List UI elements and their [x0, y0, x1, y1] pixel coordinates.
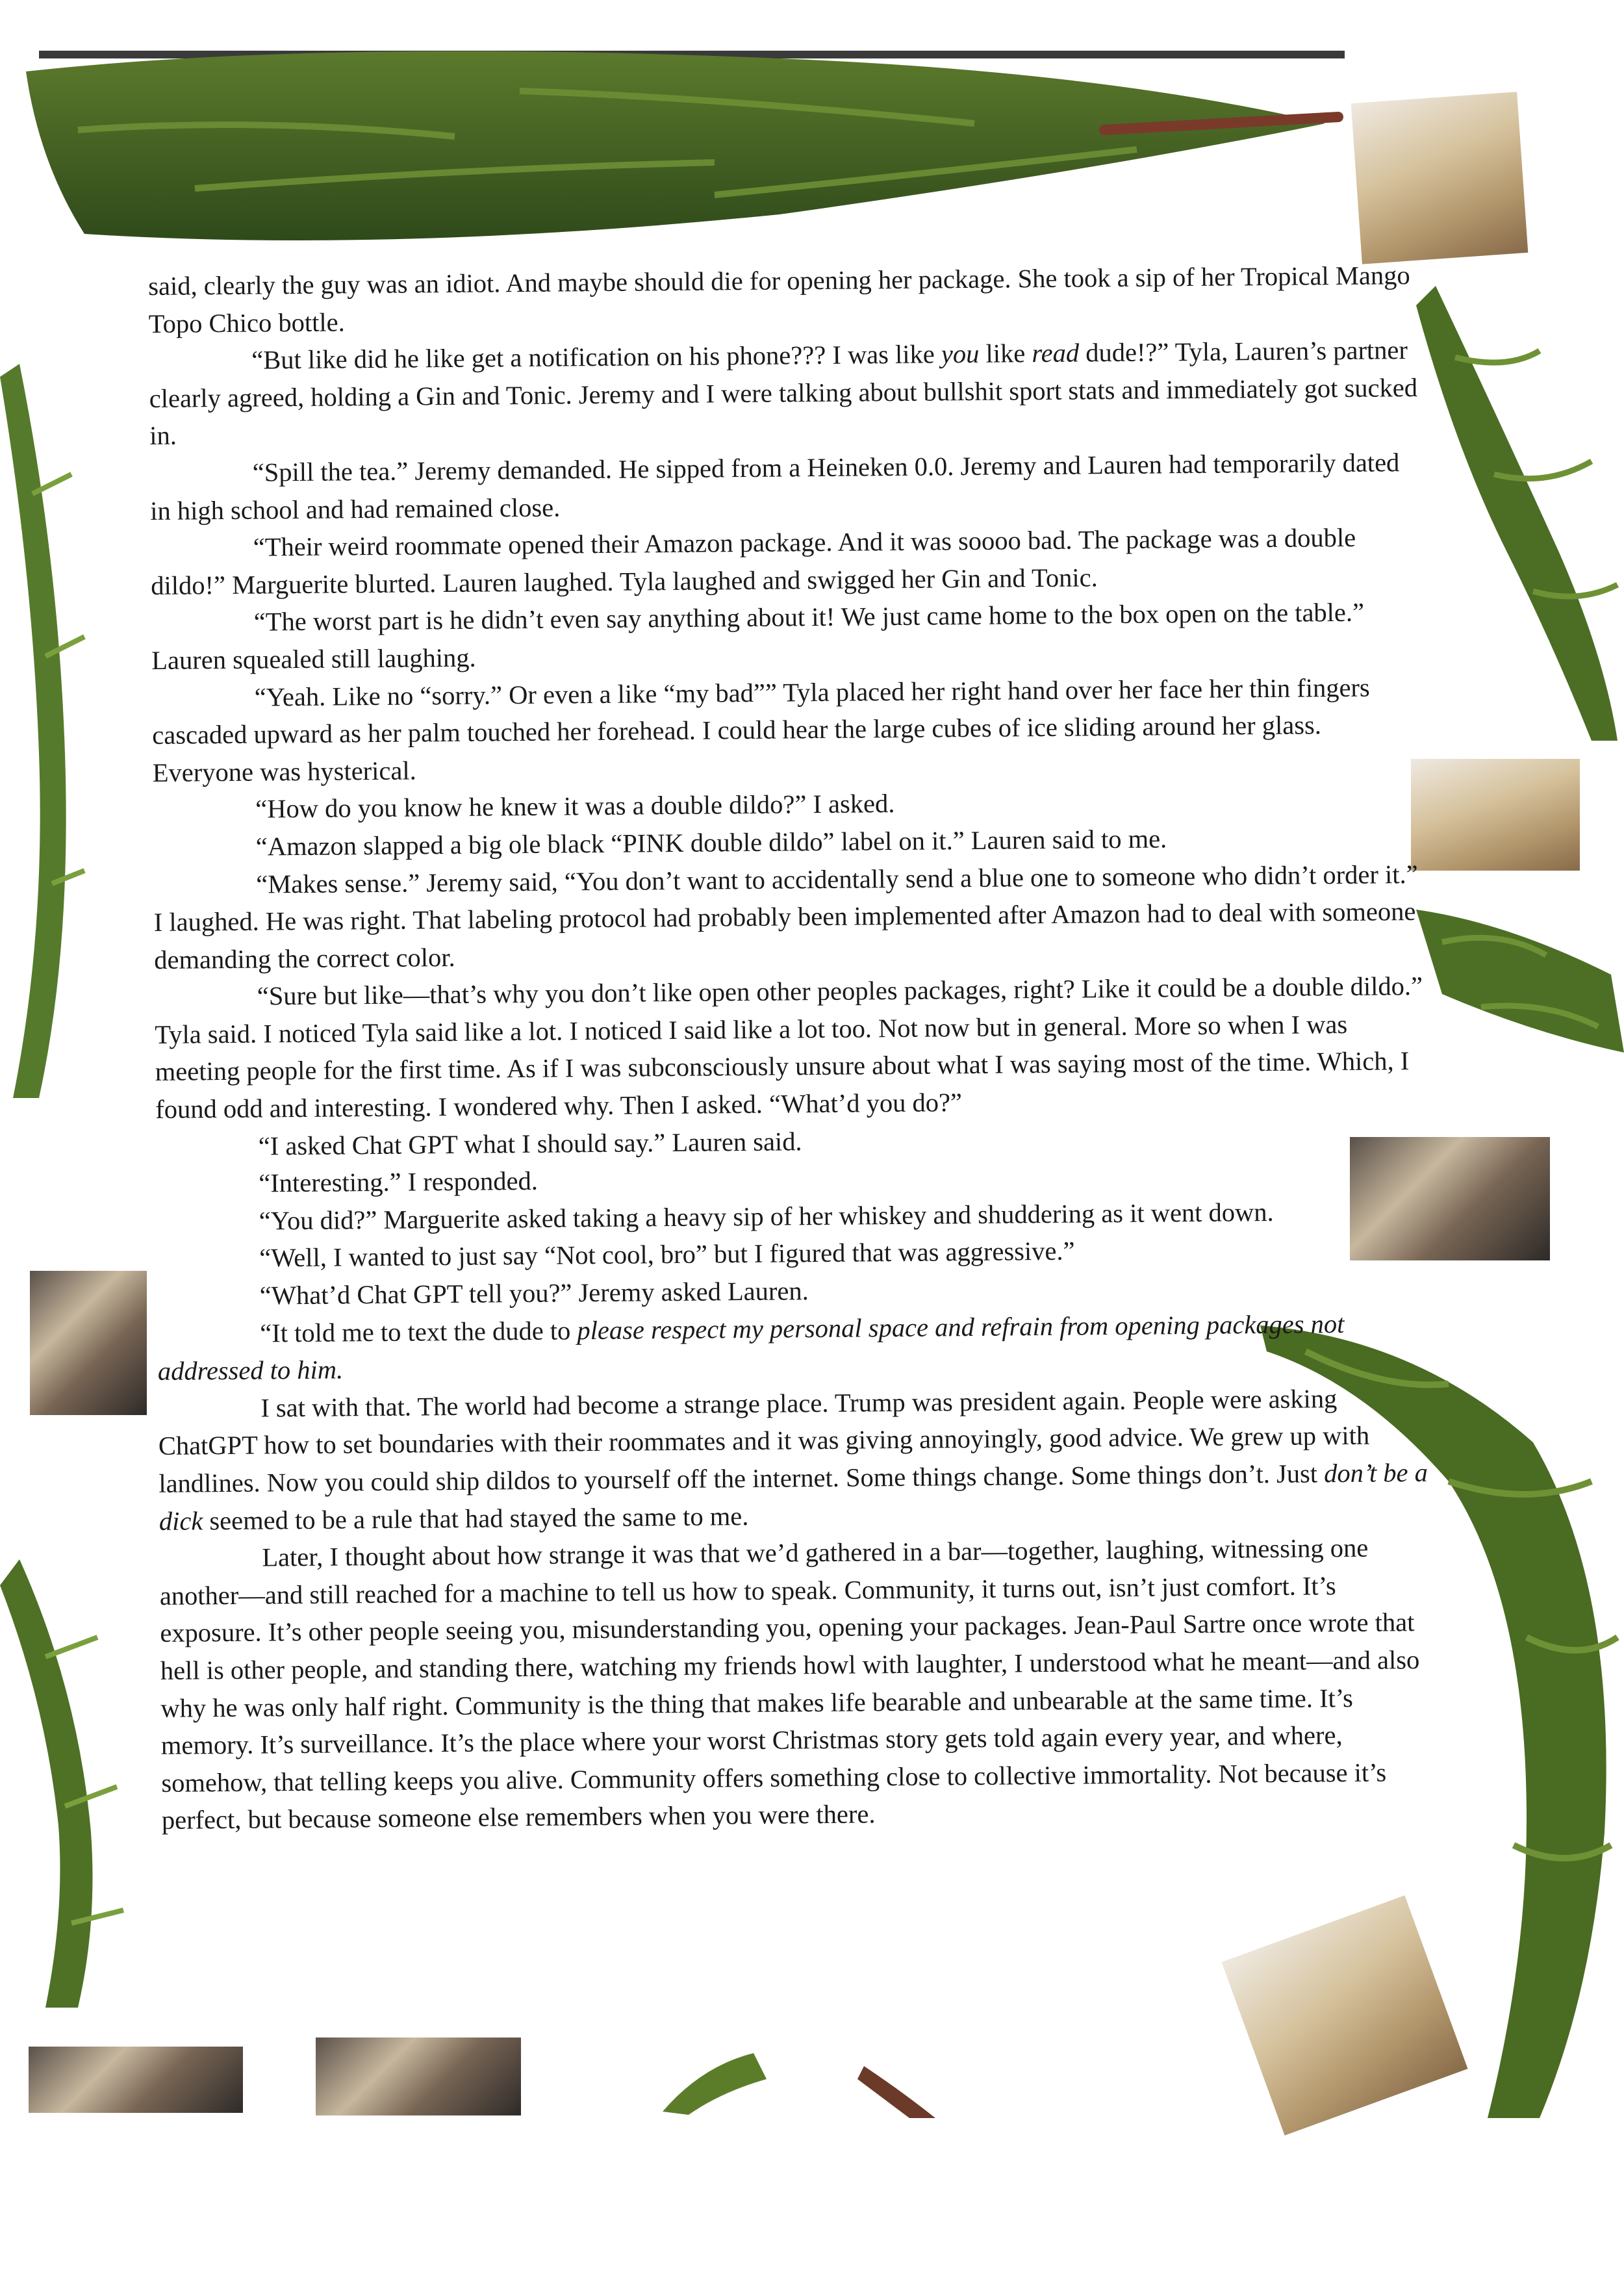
story-paragraph: [151, 518, 1425, 604]
text-run: “Their weird roommate opened their Amazon package. And it was soooo bad. The package was a double dildo!” Marguerite blurted. Lauren laughed. Tyla laughed and swigged her Gin and Tonic.: [151, 522, 1356, 600]
text-run: “Makes sense.” Jeremy said, “You don’t want to accidentally send a blue one to someone who didn’t order it.” I laughed. He was right. That labeling protocol had probably been implemented after Amazon had to deal with someone demanding the correct color.: [153, 859, 1418, 975]
text-run: “Spill the tea.” Jeremy demanded. He sipped from a Heineken 0.0. Jeremy and Lauren had temporarily dated in high school and had remained close.: [150, 448, 1400, 526]
text-run: “Sure but like—that’s why you don’t like open other peoples packages, right? Like it could be a double dildo.” Tyla said. I noticed Tyla said like a lot. I noticed I said like a lot too. Not now but in general. More so when I was meeting people for the first time. As if I was subconsciously unsure about what I was saying most of the time. Which, I found odd and interesting. I wondered why. Then I asked. “What’d you do?”: [155, 971, 1423, 1125]
text-run: “It told me to text the dude to: [260, 1315, 577, 1348]
story-paragraph: [153, 855, 1427, 978]
text-run: “But like did he like get a notification on his phone??? I was like: [251, 339, 942, 375]
text-run: “The worst part is he didn’t even say anything about it! We just came home to the box open on the table.” Lauren squealed still laughing.: [151, 598, 1365, 675]
story-paragraph: [158, 1379, 1432, 1540]
story-paragraph: [159, 1529, 1435, 1839]
text-run: said, clearly the guy was an idiot. And maybe should die for opening her package. She took a sip of her Tropical Mango Topo Chico bottle.: [148, 261, 1410, 339]
story-paragraph: [149, 331, 1423, 455]
cedar-branch-right-middle: [1403, 884, 1624, 1131]
text-run: “I asked Chat GPT what I should say.” Lauren said.: [258, 1126, 802, 1161]
cedar-branch-right-upper: [1397, 279, 1624, 747]
italic-text: read: [1032, 338, 1080, 368]
amazon-box-photo-top-right: [1351, 92, 1529, 264]
text-run: “Yeah. Like no “sorry.” Or even a like “my bad”” Tyla placed her right hand over her face her thin fingers cascaded upward as her palm touched her forehead. I could hear the large cubes of ice sliding around her glass. Everyone was hysterical.: [152, 672, 1370, 787]
text-run: “You did?” Marguerite asked taking a heavy sip of her whiskey and shuddering as it went down.: [259, 1197, 1274, 1236]
cedar-sprig-bottom-center: [650, 2027, 1013, 2118]
story-paragraph: [150, 444, 1424, 530]
text-run: Later, I thought about how strange it was that we’d gathered in a bar—together, laughing, witnessing one another—and still reached for a machine to tell us how to speak. Community, it turns out, isn’t just comfort. It’s exposure. It’s other people seeing you, misunderstanding you, opening your packages. Jean-Paul Sartre once wrote that hell is other people, and standing there, watching my friends howl with laughter, I understood what he meant—and also why he was only half right. Community is the thing that makes life bearable and unbearable at the same time. It’s memory. It’s surveillance. It’s the place where your worst Christmas story gets told again every year, and where, somehow, that telling keeps you alive. Community offers something close to collective immortality. Not because it’s perfect, but because someone else remembers when you were there.: [159, 1533, 1420, 1835]
story-paragraph: [152, 668, 1426, 791]
text-run: “Well, I wanted to just say “Not cool, bro” but I figured that was aggressive.”: [259, 1236, 1075, 1273]
cedar-branch-left-lower: [0, 1559, 130, 2014]
story-paragraph: [155, 967, 1429, 1128]
crowd-photo-bottom-center: [316, 2038, 521, 2115]
cedar-branch-left-upper: [0, 364, 91, 1105]
text-run: like: [979, 339, 1032, 369]
text-run: “How do you know he knew it was a double dildo?” I asked.: [255, 789, 895, 824]
italic-text: please respect my personal space and refrain from opening packages not addressed to him.: [157, 1309, 1345, 1386]
text-run: “What’d Chat GPT tell you?” Jeremy asked Lauren.: [259, 1276, 809, 1310]
italic-text: you: [941, 339, 980, 369]
text-run: I sat with that. The world had become a strange place. Trump was president again. People were asking ChatGPT how to set boundaries with their roommates and it was giving annoyingly, good advice. We grew up with landlines. Now you could ship dildos to yourself off the internet. Some things change. Some things don’t. Just: [158, 1383, 1370, 1498]
story-paragraph: [157, 1304, 1431, 1390]
story-text: [148, 257, 1435, 1839]
story-paragraph: [148, 257, 1422, 342]
text-run: seemed to be a rule that had stayed the same to me.: [203, 1501, 749, 1535]
amazon-box-photo-right-middle: [1411, 759, 1580, 871]
group-photo-left: [30, 1271, 147, 1415]
crowd-photo-bottom-left: [29, 2047, 243, 2113]
text-run: “Amazon slapped a big ole black “PINK double dildo” label on it.” Lauren said to me.: [255, 824, 1167, 862]
story-paragraph: [151, 593, 1425, 679]
text-run: “Interesting.” I responded.: [259, 1166, 539, 1198]
text-run: dude!?” Tyla, Lauren’s partner clearly agreed, holding a Gin and Tonic. Jeremy and I were talking about bullshit sport stats and immediately got sucked in.: [149, 335, 1418, 451]
italic-text: don’t be a dick: [159, 1457, 1428, 1536]
